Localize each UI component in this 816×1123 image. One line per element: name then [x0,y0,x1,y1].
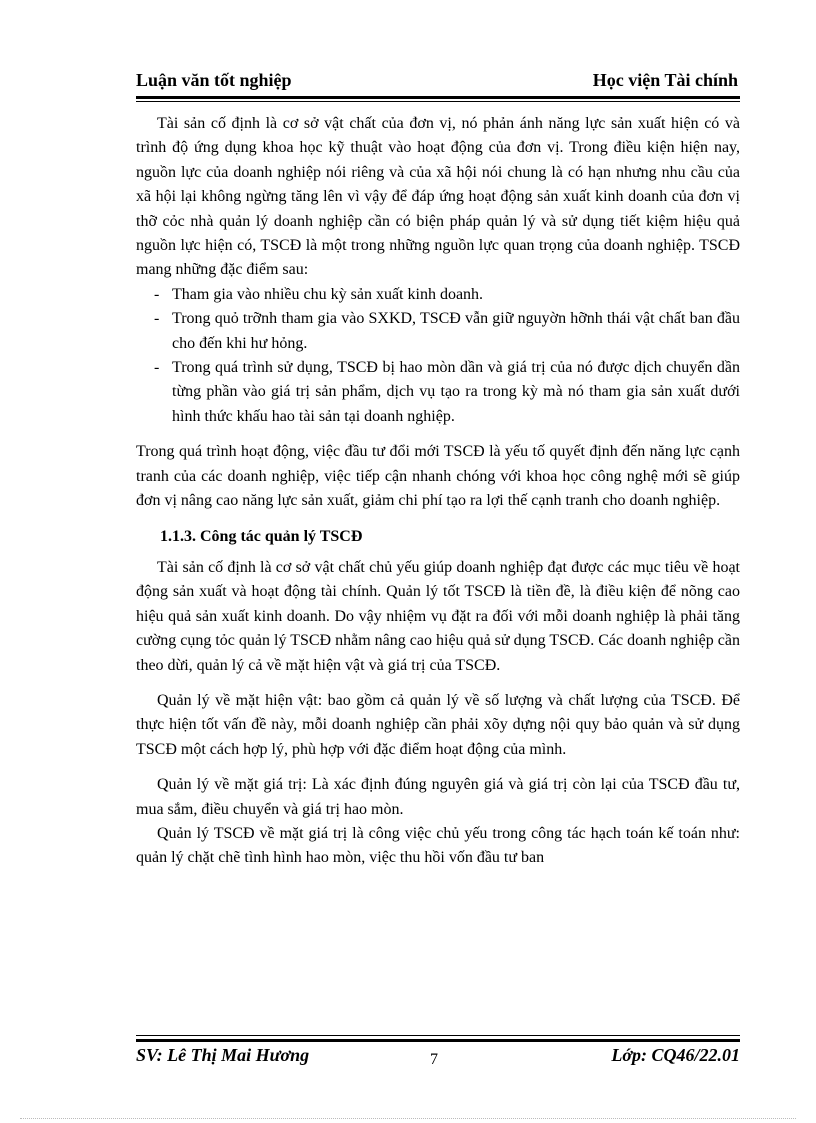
paragraph-accounting: Quản lý TSCĐ về mặt giá trị là công việc chủ yếu trong công tác hạch toán kế toán như: quản lý chặt chẽ tình hình hao mòn, việc thu hồi vốn đầu tư ban [136,824,740,867]
list-item: - Tham gia vào nhiều chu kỳ sản xuất kinh doanh. [136,283,740,307]
characteristics-list [136,283,740,429]
paragraph-investment: Trong quá trình hoạt động, việc đầu tư đổi mới TSCĐ là yếu tố quyết định đến năng lực cạnh tranh của các doanh nghiệp, việc tiếp cận nhanh chóng với khoa học công nghệ mới sẽ giúp đơn vị nâng cao năng lực sản xuất, giảm chi phí tạo ra lợi thế cạnh tranh cho doanh nghiệp. [136,443,740,510]
header-rule-thin [136,101,740,102]
paragraph-management: Tài sản cố định là cơ sở vật chất chủ yếu giúp doanh nghiệp đạt được các mục tiêu về hoạt động sản xuất và hoạt động tài chính. Quản lý tốt TSCĐ là tiền đề, là điều kiện để nõng cao hiệu quả sản xuất kinh doanh. Do vậy nhiệm vụ đặt ra đối với mỗi doanh nghiệp là phải tăng cường cụng tỏc quản lý TSCĐ nhằm nâng cao hiệu quả sử dụng TSCĐ. Các doanh nghiệp cần theo dừi, quản lý cả về mặt hiện vật và giá trị của TSCĐ. [136,558,740,674]
page-header [136,70,738,94]
list-item: - Trong quỏ trỡnh tham gia vào SXKD, TSCĐ vẫn giữ nguyờn hỡnh thái vật chất ban đầu cho đến khi hư hỏng. [136,307,740,356]
header-thesis-title: Luận văn tốt nghiệp [136,70,292,90]
paragraph-value: Quản lý về mặt giá trị: Là xác định đúng nguyên giá và giá trị còn lại của TSCĐ đầu tư, mua sắm, điều chuyển và giá trị hao mòn. [136,776,740,818]
paragraph-intro: Tài sản cố định là cơ sở vật chất của đơn vị, nó phản ánh năng lực sản xuất hiện có và trình độ ứng dụng khoa học kỹ thuật vào hoạt động của đơn vị. Trong điều kiện hiện nay, nguồn lực của doanh nghiệp nói riêng và của xã hội nói chung là có hạn nhưng nhu cầu của xã hội lại không ngừng tăng lên vì vậy để đáp ứng hoạt động sản xuất kinh doanh của đơn vị thỡ cỏc nhà quản lý doanh nghiệp cần có biện pháp quản lý và sử dụng tiết kiệm hiệu quả nguồn lực hiện có, TSCĐ là một trong những nguồn lực quan trọng của doanh nghiệp. TSCĐ mang những đặc điểm sau: [136,115,740,279]
list-item: - Trong quá trình sử dụng, TSCĐ bị hao mòn dần và giá trị của nó được dịch chuyển dần từng phần vào giá trị sản phẩm, dịch vụ tạo ra trong kỳ mà nó tham gia sản xuất dưới hình thức khấu hao tài sản tại doanh nghiệp. [136,356,740,429]
header-institution: Học viện Tài chính [592,70,738,90]
paragraph-physical: Quản lý về mặt hiện vật: bao gồm cả quản lý về số lượng và chất lượng của TSCĐ. Để thực hiện tốt vấn đề này, mỗi doanh nghiệp cần phải xõy dựng nội quy bảo quản và sử dụng TSCĐ một cách hợp lý, phù hợp với đặc điểm hoạt động của mình. [136,691,740,758]
page-footer [136,1045,740,1069]
page-number: 7 [430,1051,438,1068]
footer-rule-thick [136,1039,740,1042]
page-bottom-divider [20,1118,796,1119]
section-heading: 1.1.3. Công tác quản lý TSCĐ [160,527,363,545]
footer-rule-thin [136,1035,740,1036]
footer-class: Lớp: CQ46/22.01 [611,1045,740,1065]
header-rule-thick [136,96,740,99]
document-body [136,112,740,871]
footer-student-name: SV: Lê Thị Mai Hương [136,1045,310,1065]
